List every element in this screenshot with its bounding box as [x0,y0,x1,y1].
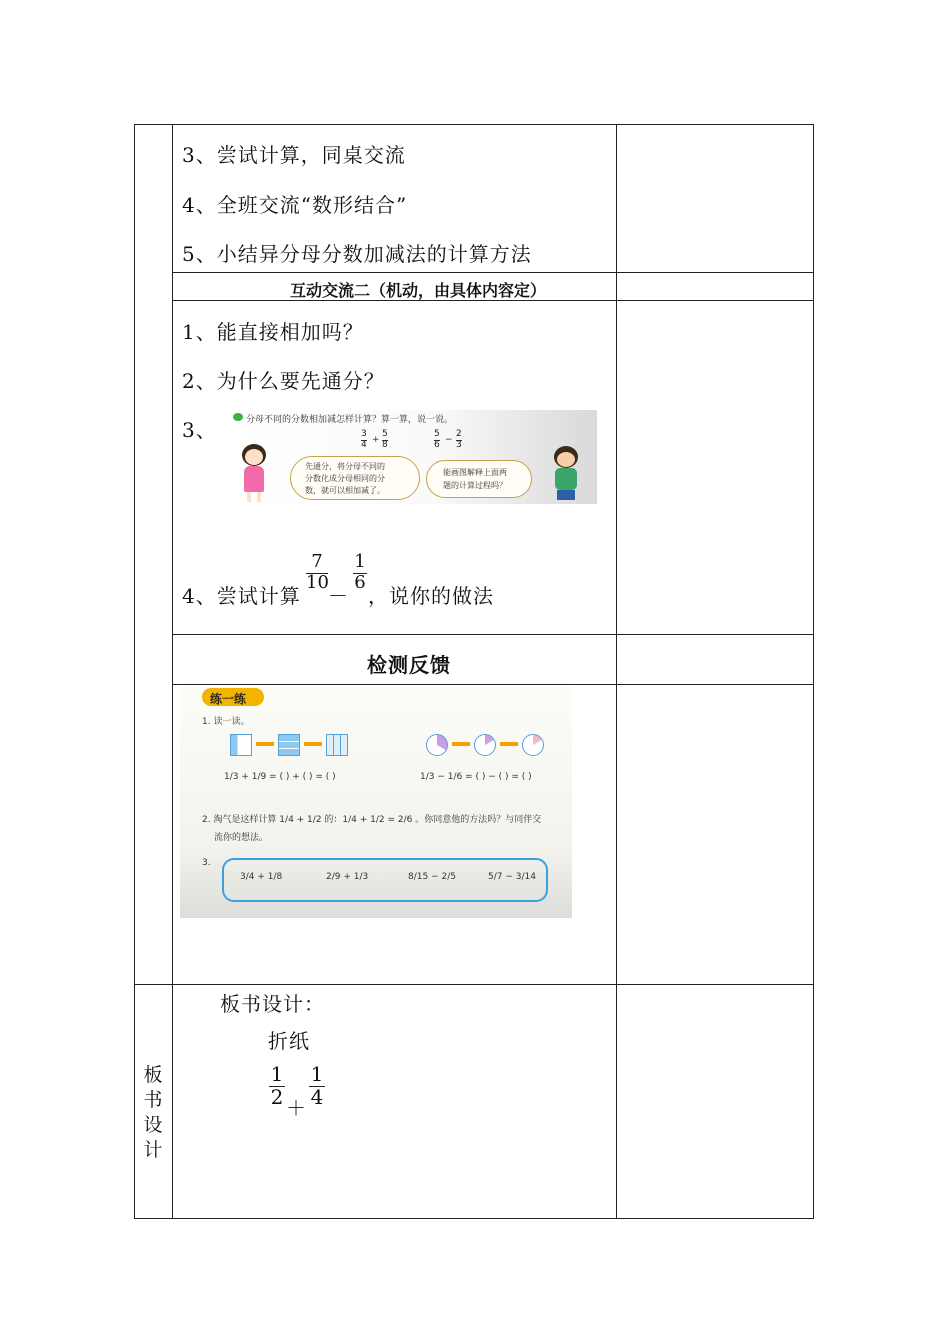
practice-q3-label: 3. [202,858,211,868]
step-4-text: 4、全班交流“数形结合” [182,193,408,217]
board-title: 板书设计： [220,992,325,1016]
practice-q3-item-4: 5/7 − 3/14 [488,872,536,882]
board-frac-1-2 [269,1064,285,1109]
practice-q1-left-expr: 1/3 + 1/9 = ( ) + ( ) = ( ) [224,772,336,782]
arrow-icon [256,742,274,746]
board-plus: ＋ [286,1096,307,1120]
col-divider-1 [172,124,173,1219]
arrow-icon [452,742,470,746]
frac-numerator: 1 [310,1062,324,1086]
speech-bubble-right [426,460,532,498]
practice-q2-line-2: 流你的想法。 [214,833,269,843]
green-dot-icon [233,413,243,421]
grid-diagram-3 [326,734,348,756]
board-subtitle: 折纸 [268,1029,310,1053]
bubble-right-line-2: 题的计算过程吗？ [443,481,507,490]
q2-text: 2、为什么要先通分？ [182,369,385,393]
step-3-text: 3、尝试计算，同桌交流 [182,143,406,167]
grid-diagram-2 [278,734,300,756]
expr2-frac-a: 5 6 [434,429,440,450]
textbook-image-practice [180,686,572,918]
step4-minus: － [328,584,349,608]
q1-text: 1、能直接相加吗？ [182,320,364,344]
row-divider-4 [172,684,814,685]
practice-q3-item-2: 2/9 + 1/3 [326,872,369,882]
grid-diagram-1 [230,734,252,756]
expr2-frac-b: 2 3 [456,429,462,450]
step4-frac-1-6 [353,553,367,594]
feedback-heading: 检测反馈 [367,653,451,677]
practice-q1: 1. 读一读。 [202,717,250,727]
interact2-heading: 互动交流二（机动，由具体内容定） [290,281,547,300]
frac-numerator: 1 [270,1062,284,1086]
board-frac-1-4 [309,1064,325,1109]
practice-title: 练一练 [210,692,247,706]
circle-diagram-2 [474,734,496,756]
step-5-text: 5、小结异分母分数加减法的计算方法 [182,242,532,266]
practice-q2-line-1: 2. 淘气是这样计算 1/4 + 1/2 的：1/4 + 1/2 = 2/6 。你同意他的方法吗？与同伴交 [202,815,542,825]
row-divider-5 [134,984,814,985]
bubble-left-line-3: 数，就可以相加减了。 [305,486,385,495]
practice-q3-item-3: 8/15 − 2/5 [408,872,456,882]
frac-denominator: 4 [310,1085,324,1109]
textbook-image-fraction-dialogue [230,410,597,504]
circle-diagram-3 [522,734,544,756]
frac-denominator: 6 [354,572,366,593]
bubble-left-line-1: 先通分，将分母不同的 [305,462,385,471]
frac-numerator: 1 [354,551,366,572]
step4-prefix: 4、尝试计算 [182,584,301,608]
board-label-char-1: 板 [143,1064,163,1086]
q3-label: 3、 [182,418,217,442]
arrow-icon [500,742,518,746]
bubble-right-line-1: 能画图解释上面两 [443,468,507,477]
circle-diagram-1 [426,734,448,756]
expr2-op: − [445,435,453,445]
practice-q1-right-expr: 1/3 − 1/6 = ( ) − ( ) = ( ) [420,772,532,782]
expr1-frac-b: 5 8 [382,429,388,450]
col-divider-2 [616,124,617,1219]
board-label-char-4: 计 [143,1139,163,1161]
frac-denominator: 10 [306,572,329,593]
boy-illustration [546,446,586,502]
row-divider-1 [172,272,814,273]
expr1-frac-a: 3 4 [361,429,367,450]
practice-q3-item-1: 3/4 + 1/8 [240,872,283,882]
arrow-icon [304,742,322,746]
board-label-char-2: 书 [143,1089,163,1111]
board-label-char-3: 设 [143,1114,163,1136]
frac-numerator: 7 [311,551,323,572]
expr1-op: + [372,435,380,445]
step4-frac-7-10 [306,553,328,594]
speech-bubble-left [290,456,420,500]
frac-denominator: 2 [270,1085,284,1109]
row-divider-3 [172,634,814,635]
step4-suffix: ，说你的做法 [368,584,494,608]
image1-question: 分母不同的分数相加减怎样计算？算一算，说一说。 [246,415,454,425]
girl-illustration [234,444,274,502]
bubble-left-line-2: 分数化成分母相同的分 [305,474,385,483]
